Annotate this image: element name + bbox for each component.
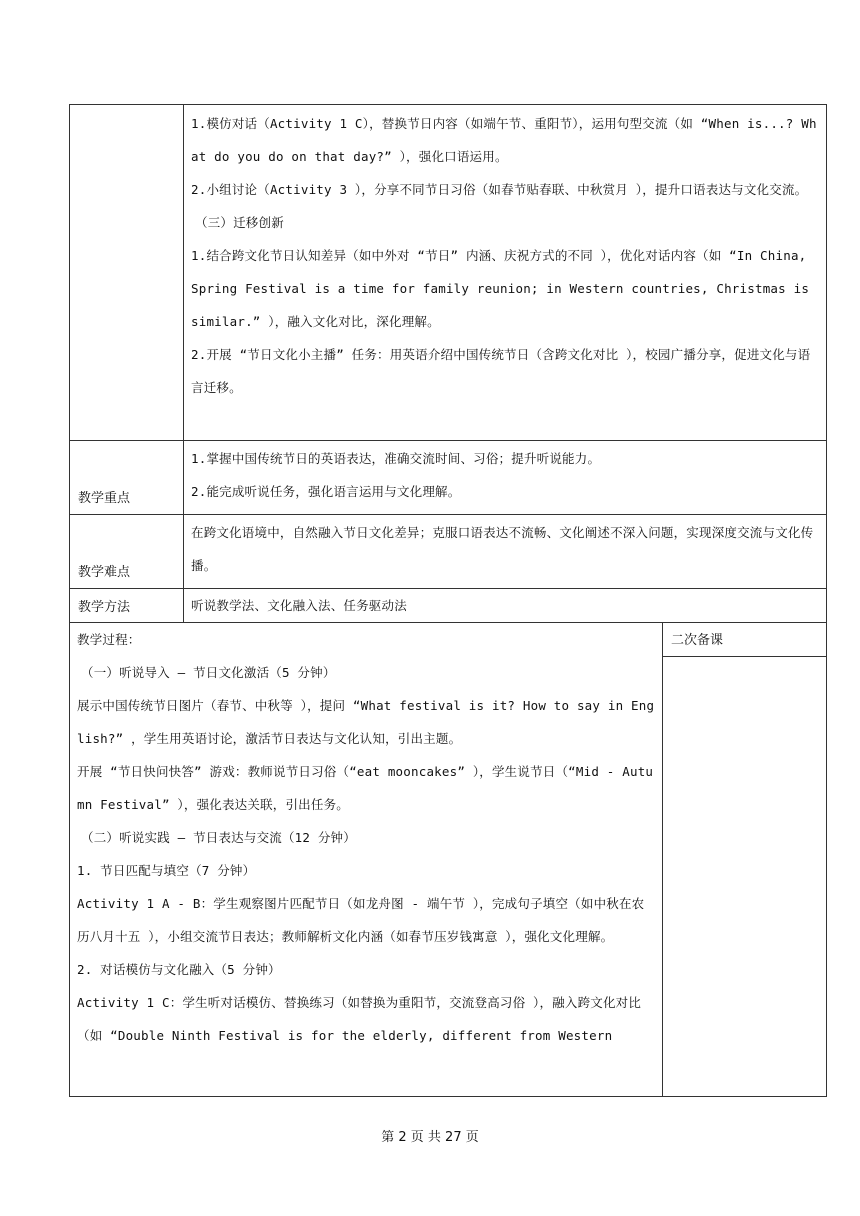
methods-row (70, 589, 827, 623)
process-line: 1. 节日匹配与填空（7 分钟） (77, 863, 256, 878)
lesson-plan-table (69, 104, 827, 1097)
methods-label: 教学方法 (78, 600, 131, 615)
methods-label-cell (70, 589, 184, 623)
process-title: 教学过程： (77, 632, 141, 647)
second-prep-cell (663, 623, 827, 1097)
transfer-heading: （三）迁移创新 (195, 215, 284, 230)
process-row (70, 623, 827, 1097)
practice-line: 1.结合跨文化节日认知差异（如中外对 “节日” 内涵、庆祝方式的不同 ），优化对话内容（如 “In China, Spring Festival is a time for family reunion; in Western countries, Christmas is similar.” ），融入文化对比，深化理解。 (191, 248, 810, 329)
second-prep-title: 二次备课 (663, 623, 826, 657)
process-heading: （二）听说实践 — 节日表达与交流（12 分钟） (81, 830, 356, 845)
page-number: 第 2 页 共 27 页 (381, 1130, 479, 1145)
key-point-line: 1.掌握中国传统节日的英语表达，准确交流时间、习俗；提升听说能力。 (191, 451, 601, 466)
practice-content-cell (184, 105, 827, 441)
key-points-label: 教学重点 (78, 491, 131, 506)
key-point-line: 2.能完成听说任务，强化语言运用与文化理解。 (191, 484, 461, 499)
process-line: 2. 对话模仿与文化融入（5 分钟） (77, 962, 281, 977)
difficulties-label-cell (70, 515, 184, 589)
key-points-row (70, 441, 827, 515)
practice-line: 1.模仿对话（Activity 1 C），替换节日内容（如端午节、重阳节），运用句型交流（如 “When is...? What do you do on that day?” ），强化口语运用。 (191, 116, 817, 164)
process-line: Activity 1 A - B：学生观察图片匹配节日（如龙舟图 - 端午节 ），完成句子填空（如中秋在农历八月十五 ），小组交流节日表达；教师解析文化内涵（如春节压岁钱寓意 ），强化文化理解。 (77, 896, 645, 944)
practice-row (70, 105, 827, 441)
difficulties-content-cell (184, 515, 827, 589)
process-heading: （一）听说导入 — 节日文化激活（5 分钟） (81, 665, 336, 680)
process-line: 展示中国传统节日图片（春节、中秋等 ），提问 “What festival is it? How to say in English?” ，学生用英语讨论，激活节日表达与文化认知，引出主题。 (77, 698, 655, 746)
practice-line: 2.小组讨论（Activity 3 ），分享不同节日习俗（如春节贴春联、中秋赏月 ），提升口语表达与文化交流。 (191, 182, 808, 197)
difficulties-text: 在跨文化语境中，自然融入节日文化差异；克服口语表达不流畅、文化阐述不深入问题，实现深度交流与文化传播。 (191, 525, 814, 573)
key-points-content-cell (184, 441, 827, 515)
process-content-cell (70, 623, 663, 1097)
methods-text: 听说教学法、文化融入法、任务驱动法 (191, 598, 407, 613)
practice-line: 2.开展 “节日文化小主播” 任务：用英语介绍中国传统节日（含跨文化对比 ），校园广播分享，促进文化与语言迁移。 (191, 347, 811, 395)
key-points-label-cell (70, 441, 184, 515)
difficulties-label: 教学难点 (78, 565, 131, 580)
process-line: Activity 1 C：学生听对话模仿、替换练习（如替换为重阳节，交流登高习俗 ），融入跨文化对比（如 “Double Ninth Festival is for the elderly, different from Western (77, 995, 642, 1043)
process-line: 开展 “节日快问快答” 游戏：教师说节日习俗（“eat mooncakes” ），学生说节日（“Mid - Autumn Festival” ），强化表达关联，引出任务。 (77, 764, 654, 812)
methods-content-cell (184, 589, 827, 623)
practice-label-cell (70, 105, 184, 441)
difficulties-row (70, 515, 827, 589)
